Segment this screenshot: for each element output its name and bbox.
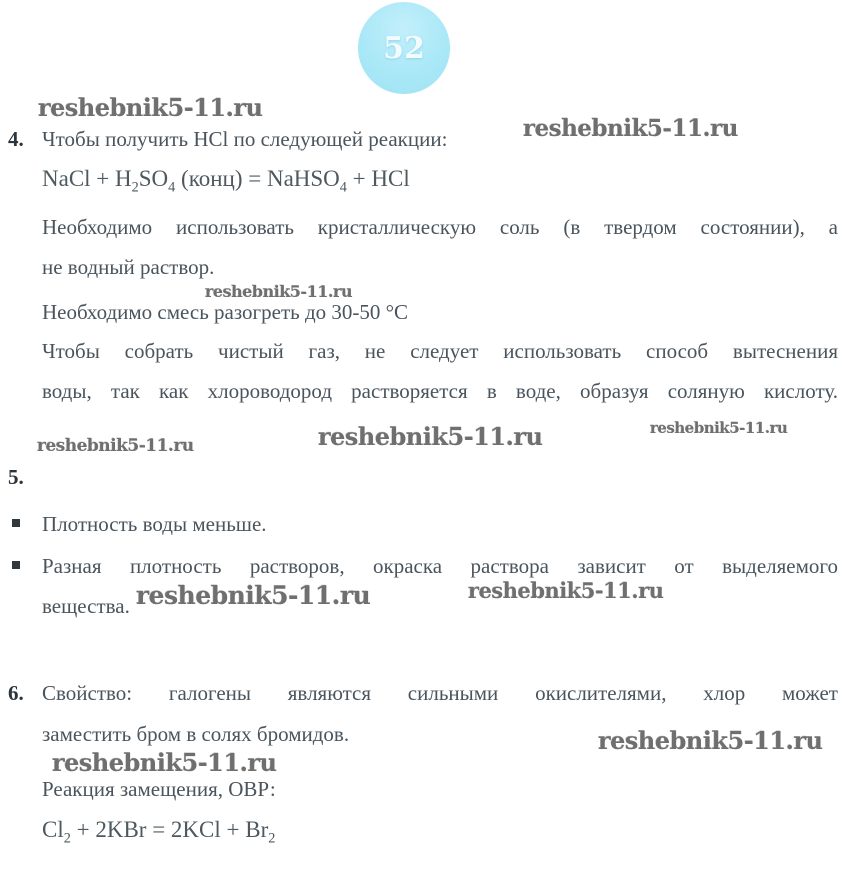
item-6-number: 6. [8, 681, 24, 705]
watermark: reshebnik5-11.ru [650, 419, 788, 437]
watermark: reshebnik5-11.ru [598, 726, 823, 755]
watermark: reshebnik5-11.ru [37, 436, 194, 456]
item-4-heat-note: Необходимо смесь разогреть до 30-50 °C [42, 300, 409, 324]
item-4-paragraph-2-line-2: воды, так как хлороводород растворяется в воде, образуя соляную кислоту. [42, 379, 838, 403]
item-5-bullet-1: Плотность воды меньше. [42, 512, 267, 536]
item-6-equation: $Cl_2 + 2KBr = 2KCl + Br_2$ [42, 817, 276, 847]
item-6-reaction-label: Реакция замещения, ОВР: [42, 777, 276, 801]
page-number-badge [358, 2, 450, 94]
item-6-line-2: заместить бром в солях бромидов. [42, 722, 350, 746]
item-4-equation: NaCl + $H_2SO_4$ (конц) = NaHSO$_4$ + HCl [42, 166, 410, 196]
page-number: 52 [383, 30, 425, 66]
watermark: reshebnik5-11.ru [205, 282, 353, 301]
item-6-line-1: Свойство: галогены являются сильными окислителями, хлор может [42, 681, 838, 705]
item-5-number: 5. [8, 465, 24, 489]
item-4-paragraph-1-line-2: не водный раствор. [42, 255, 215, 279]
item-4-paragraph-2-line-1: Чтобы собрать чистый газ, не следует использовать способ вытеснения [42, 339, 838, 363]
item-5-bullet-2-line-2: вещества. [42, 594, 130, 618]
bullet-square-icon [12, 519, 20, 527]
watermark: reshebnik5-11.ru [468, 578, 664, 603]
watermark: reshebnik5-11.ru [523, 115, 738, 142]
item-5-bullet-2-line-1: Разная плотность растворов, окраска раствора зависит от выделяемого [42, 554, 838, 578]
item-4-paragraph-1-line-1: Необходимо использовать кристаллическую соль (в твердом состоянии), а [42, 215, 838, 239]
bullet-square-icon [12, 561, 20, 569]
item-4-intro: Чтобы получить HCl по следующей реакции: [42, 127, 448, 151]
watermark: reshebnik5-11.ru [318, 422, 543, 451]
watermark: reshebnik5-11.ru [136, 581, 371, 610]
item-4-number: 4. [8, 127, 24, 151]
watermark: reshebnik5-11.ru [52, 748, 277, 777]
watermark: reshebnik5-11.ru [38, 93, 263, 122]
